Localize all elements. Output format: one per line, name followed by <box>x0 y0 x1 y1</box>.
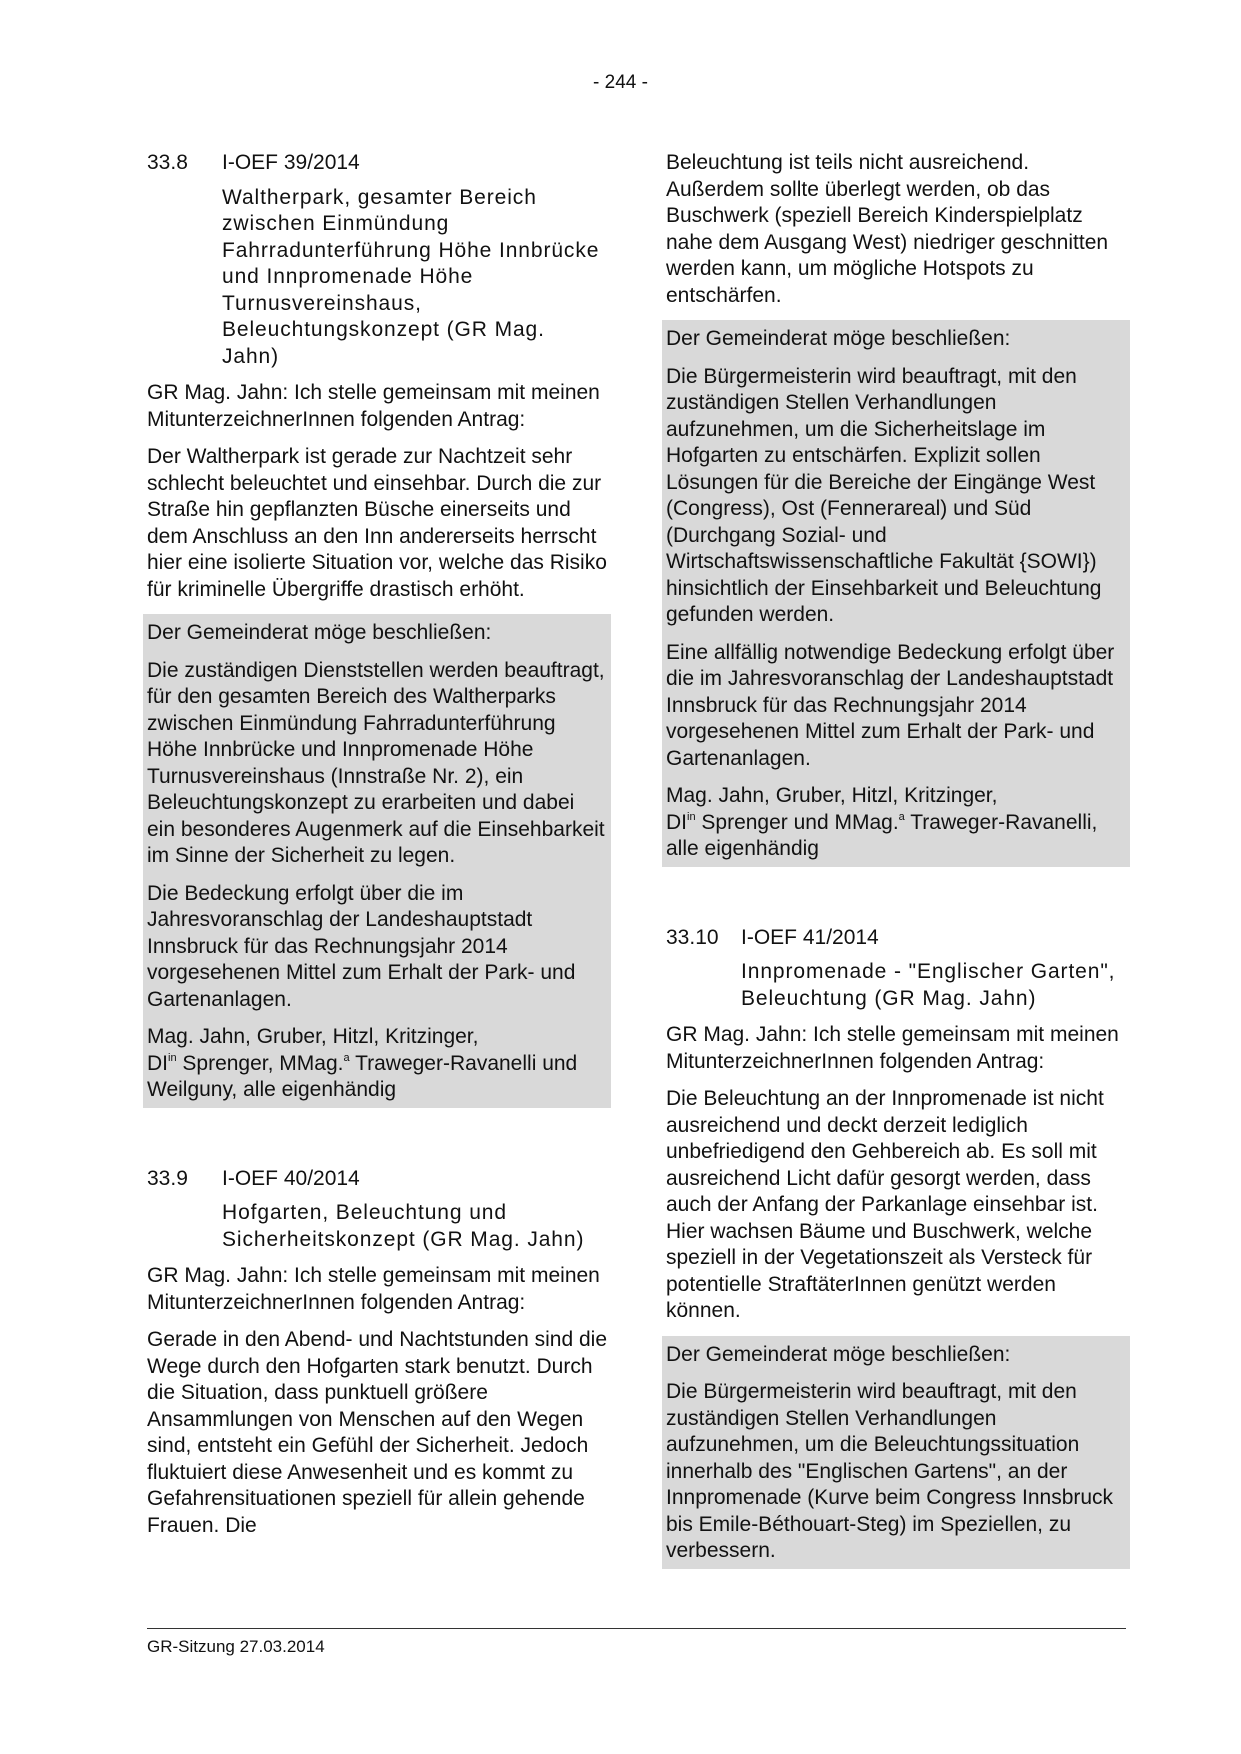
motion-heading: Der Gemeinderat möge beschließen: <box>666 327 1011 350</box>
signatures: Mag. Jahn, Gruber, Hitzl, Kritzinger, $DI^{in}$ Sprenger, MMag.$^a$ Traweger-Ravanelli und Weilguny, alle eigenhändig <box>147 1025 578 1101</box>
item-body: Gerade in den Abend- und Nachtstunden sind die Wege durch den Hofgarten stark benutzt. Durch die Situation, dass punktuell größere Ansammlungen von Menschen auf den Wegen sind, entsteht ein Gefühl der Sicherheit. Jedoch fluktuiert diese Anwesenheit und es kommt zu Gefahrensituationen speziell für allein gehende Frauen. Die <box>147 1328 608 1537</box>
item-intro: GR Mag. Jahn: Ich stelle gemeinsam mit meinen MitunterzeichnerInnen folgenden Antrag: <box>147 1264 600 1314</box>
item-code: I-OEF 41/2014 <box>741 925 879 949</box>
item-intro: GR Mag. Jahn: Ich stelle gemeinsam mit meinen MitunterzeichnerInnen folgenden Antrag: <box>666 1023 1119 1073</box>
agenda-item-heading <box>147 150 607 177</box>
item-title: Waltherpark, gesamter Bereich zwischen Einmündung Fahrradunterführung Höhe Innbrücke und Innpromenade Höhe Turnusvereinshaus, Beleuchtungskonzept (GR Mag. Jahn) <box>222 185 600 368</box>
agenda-item-heading <box>666 925 1126 952</box>
item-intro: GR Mag. Jahn: Ich stelle gemeinsam mit meinen MitunterzeichnerInnen folgenden Antrag: <box>147 381 600 431</box>
item-number: 33.9 <box>147 1166 188 1190</box>
signatures: Mag. Jahn, Gruber, Hitzl, Kritzinger, $DI^{in}$ Sprenger und MMag.$^a$ Traweger-Ravanelli, alle eigenhändig <box>666 784 1098 860</box>
item-body-continued: Beleuchtung ist teils nicht ausreichend. Außerdem sollte überlegt werden, ob das Buschwerk (speziell Bereich Kinderspielplatz nahe dem Ausgang West) niedriger geschnitten werden kann, um mögliche Hotspots zu entschärfen. <box>666 151 1109 307</box>
left-column <box>147 150 607 1550</box>
motion-box <box>662 1336 1130 1569</box>
motion-heading: Der Gemeinderat möge beschließen: <box>666 1342 1011 1366</box>
footer-divider <box>147 1628 1126 1629</box>
item-body: Der Waltherpark ist gerade zur Nachtzeit sehr schlecht beleuchtet und einsehbar. Durch die zur Straße hin gepflanzten Büsche einerseits und dem Anschluss an den Inn andererseits herrscht hier eine isolierte Situation vor, welche das Risiko für kriminelle Übergriffe drastisch erhöht. <box>147 445 607 601</box>
motion-box <box>143 614 611 1108</box>
page-number: - 244 - <box>593 72 648 93</box>
funding-text: Die Bedeckung erfolgt über die im Jahresvoranschlag der Landeshauptstadt Innsbruck für das Rechnungsjahr 2014 vorgesehenen Mittel zum Erhalt der Park- und Gartenanlagen. <box>147 881 576 1011</box>
section-spacer <box>147 1119 607 1166</box>
item-title: Hofgarten, Beleuchtung und Sicherheitskonzept (GR Mag. Jahn) <box>222 1201 585 1251</box>
motion-box <box>662 320 1130 867</box>
motion-text: Die zuständigen Dienststellen werden beauftragt, für den gesamten Bereich des Waltherparks zwischen Einmündung Fahrradunterführung Höhe Innbrücke und Innpromenade Höhe Turnusvereinshaus (Innstraße Nr. 2), ein Beleuchtungskonzept zu erarbeiten und dabei ein besonderes Augenmerk auf die Einsehbarkeit im Sinne der Sicherheit zu legen. <box>147 658 605 867</box>
footer-session-date: GR-Sitzung 27.03.2014 <box>147 1637 325 1656</box>
right-column <box>666 150 1126 1580</box>
item-number: 33.10 <box>666 925 719 949</box>
agenda-item-heading <box>147 1166 607 1193</box>
item-title: Innpromenade - "Englischer Garten", Beleuchtung (GR Mag. Jahn) <box>741 960 1116 1010</box>
item-number: 33.8 <box>147 151 188 174</box>
item-body: Die Beleuchtung an der Innpromenade ist nicht ausreichend und deckt derzeit lediglich unbefriedigend den Gehbereich ab. Es soll mit ausreichend Licht dafür gesorgt werden, dass auch der Anfang der Parkanlage einsehbar ist. Hier wachsen Bäume und Buschwerk, welche speziell in der Vegetationszeit als Versteck für potentielle StraftäterInnen genützt werden können. <box>666 1087 1104 1322</box>
motion-text: Die Bürgermeisterin wird beauftragt, mit den zuständigen Stellen Verhandlungen aufzunehmen, um die Sicherheitslage im Hofgarten zu entschärfen. Explizit sollen Lösungen für die Bereiche der Eingänge West (Congress), Ost (Fennerareal) und Süd (Durchgang Sozial- und Wirtschaftswissenschaftliche Fakultät {SOWI}) hinsichtlich der Einsehbarkeit und Beleuchtung gefunden werden. <box>666 364 1102 626</box>
motion-text: Die Bürgermeisterin wird beauftragt, mit den zuständigen Stellen Verhandlungen aufzunehmen, um die Beleuchtungssituation innerhalb des "Englischen Gartens", an der Innpromenade (Kurve beim Congress Innsbruck bis Emile-Béthouart-Steg) im Speziellen, zu verbessern. <box>666 1380 1114 1562</box>
item-code: I-OEF 39/2014 <box>222 151 360 174</box>
item-code: I-OEF 40/2014 <box>222 1166 360 1190</box>
funding-text: Eine allfällig notwendige Bedeckung erfolgt über die im Jahresvoranschlag der Landeshauptstadt Innsbruck für das Rechnungsjahr 2014 vorgesehenen Mittel zum Erhalt der Park- und Gartenanlagen. <box>666 640 1115 770</box>
motion-heading: Der Gemeinderat möge beschließen: <box>147 621 492 644</box>
section-spacer <box>666 878 1126 925</box>
